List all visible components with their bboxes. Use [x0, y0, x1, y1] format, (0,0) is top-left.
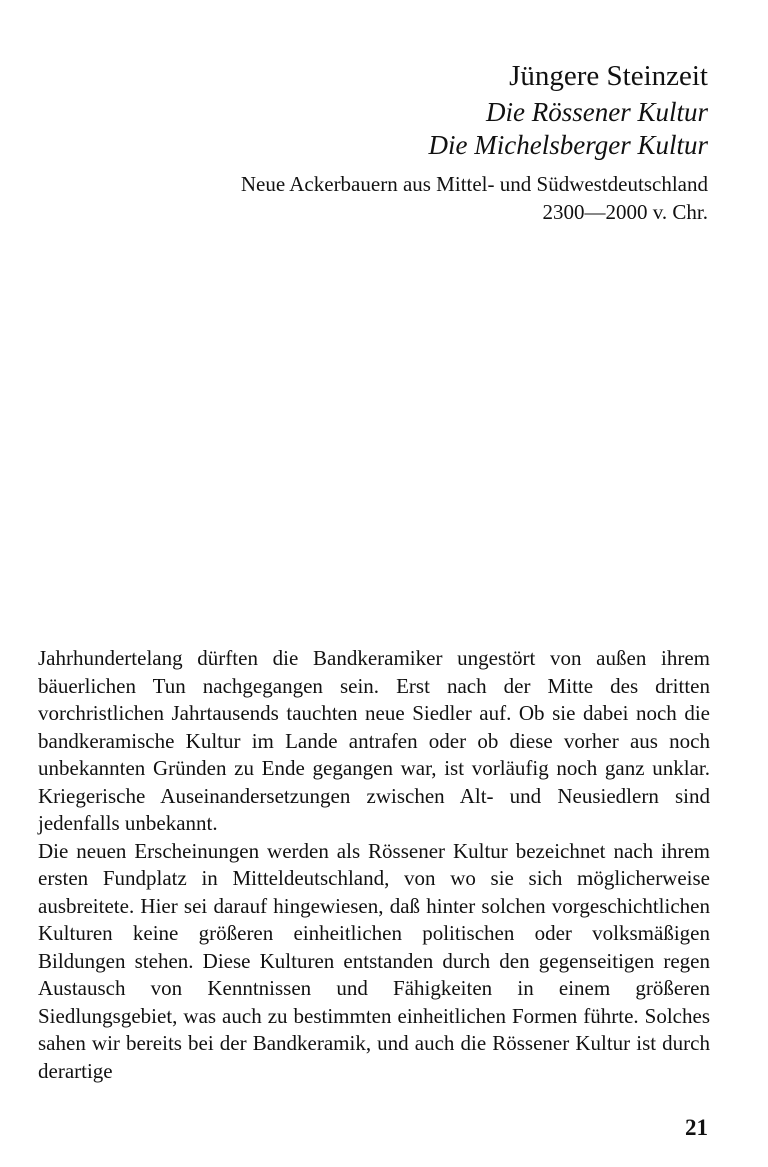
- page-number: 21: [685, 1115, 708, 1140]
- paragraph: Jahrhundertelang dürften die Bandkeramiker ungestört von außen ihrem bäuerlichen Tun nachgegangen sein. Erst nach der Mitte des dritten vorchristlichen Jahrtausends tauchten neue Siedler auf. Ob sie dabei noch die bandkeramische Kultur im Lande antrafen oder ob diese vorher aus noch unbekannten Gründen zu Ende gegangen war, ist vorläufig noch ganz unklar. Kriegerische Auseinandersetzungen zwischen Alt- und Neusiedlern sind jedenfalls unbekannt.: [38, 646, 710, 835]
- chapter-title: Jüngere Steinzeit: [509, 60, 708, 92]
- body-text: [38, 645, 710, 1085]
- paragraph: Die neuen Erscheinungen werden als Rössener Kultur bezeichnet nach ihrem ersten Fundplatz in Mitteldeutschland, von wo sie sich möglicherweise ausbreitete. Hier sei darauf hingewiesen, daß hinter solchen vorgeschichtlichen Kulturen keine größeren einheitlichen politischen oder volksmäßigen Bildungen stehen. Diese Kulturen entstanden durch den gegenseitigen regen Austausch von Kenntnissen und Fähigkeiten in einem größeren Siedlungsgebiet, was auch zu bestimmten einheitlichen Formen führte. Solches sahen wir bereits bei der Bandkeramik, und auch die Rössener Kultur ist durch derartige: [38, 838, 710, 1083]
- chapter-heading: [241, 56, 708, 226]
- chapter-subtitle-roessen: Die Rössener Kultur: [486, 97, 708, 127]
- chapter-subtitle-michelsberg: Die Michelsberger Kultur: [428, 130, 708, 160]
- chapter-date-range: 2300—2000 v. Chr.: [542, 200, 708, 224]
- chapter-description: Neue Ackerbauern aus Mittel- und Südwestdeutschland: [240, 172, 708, 196]
